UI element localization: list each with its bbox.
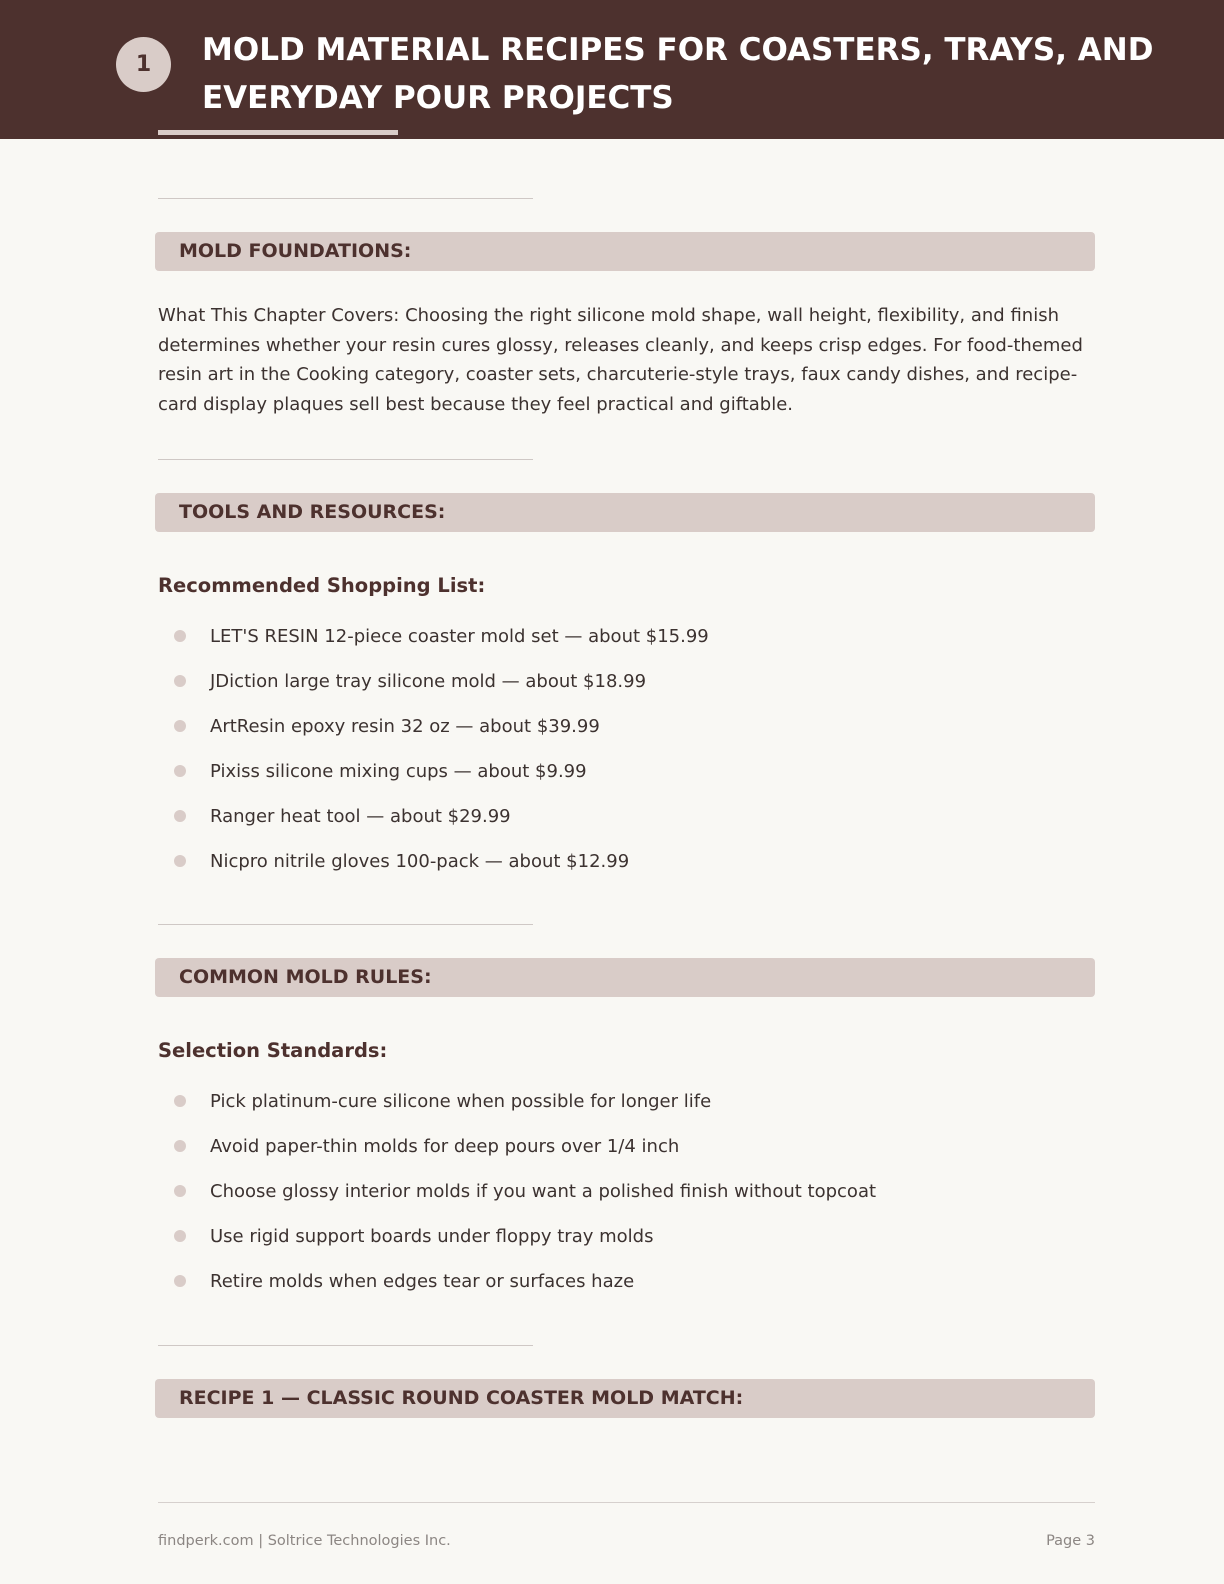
chapter-number-badge: 1: [116, 37, 171, 92]
bullet-icon: [174, 1185, 186, 1197]
list-item: [158, 749, 1094, 794]
list-item-text: Use rigid support boards under floppy tray molds: [210, 1226, 654, 1247]
list-item-text: Choose glossy interior molds if you want a polished finish without topcoat: [210, 1181, 877, 1202]
list-item: [158, 1124, 1094, 1169]
page-number: Page 3: [1046, 1533, 1095, 1549]
section-divider: [158, 1345, 533, 1346]
chapter-title: MOLD MATERIAL RECIPES FOR COASTERS, TRAYS, AND EVERYDAY POUR PROJECTS: [202, 32, 1154, 116]
section-header-common-mold-rules: [155, 958, 1095, 997]
bullet-icon: [174, 1140, 186, 1152]
section-header-tools-and-resources: [155, 493, 1095, 532]
bullet-icon: [174, 720, 186, 732]
section-header-mold-foundations: [155, 232, 1095, 271]
section-label: COMMON MOLD RULES:: [179, 966, 432, 988]
list-item: [158, 614, 1094, 659]
section-label: RECIPE 1 — CLASSIC ROUND COASTER MOLD MATCH:: [179, 1387, 744, 1409]
list-item-text: Nicpro nitrile gloves 100-pack — about $12.99: [210, 851, 630, 872]
bullet-icon: [174, 1230, 186, 1242]
bullet-icon: [174, 675, 186, 687]
shopping-list-heading: Recommended Shopping List:: [158, 574, 486, 597]
list-item: [158, 839, 1094, 884]
bullet-icon: [174, 1275, 186, 1287]
shopping-list: [158, 614, 1094, 884]
bullet-icon: [174, 855, 186, 867]
section-divider: [158, 459, 533, 460]
list-item-text: Avoid paper-thin molds for deep pours over 1/4 inch: [210, 1136, 680, 1157]
list-item-text: Pixiss silicone mixing cups — about $9.99: [210, 761, 587, 782]
section-divider: [158, 924, 533, 925]
list-item: [158, 704, 1094, 749]
list-item-text: JDiction large tray silicone mold — about $18.99: [210, 671, 647, 692]
chapter-header: [0, 0, 1224, 139]
bullet-icon: [174, 765, 186, 777]
list-item-text: Ranger heat tool — about $29.99: [210, 806, 511, 827]
bullet-icon: [174, 630, 186, 642]
section-header-recipe-1: [155, 1379, 1095, 1418]
list-item: [158, 1214, 1094, 1259]
bullet-icon: [174, 810, 186, 822]
title-underline: [158, 130, 398, 135]
section-divider: [158, 198, 533, 199]
list-item-text: LET'S RESIN 12-piece coaster mold set — about $15.99: [210, 626, 709, 647]
list-item: [158, 1169, 1094, 1214]
selection-standards-list: [158, 1079, 1094, 1304]
list-item: [158, 1079, 1094, 1124]
bullet-icon: [174, 1095, 186, 1107]
section-label: MOLD FOUNDATIONS:: [179, 240, 412, 262]
chapter-overview-paragraph: What This Chapter Covers: Choosing the right silicone mold shape, wall height, flexibility, and finish determines whether your resin cures glossy, releases cleanly, and keeps crisp edges. For food-themed resin art in the Cooking category, coaster sets, charcuterie-style trays, faux candy dishes, and recipe-card display plaques sell best because they feel practical and giftable.: [158, 305, 1083, 415]
selection-standards-heading: Selection Standards:: [158, 1039, 388, 1062]
footer-rule: [158, 1502, 1095, 1503]
list-item-text: ArtResin epoxy resin 32 oz — about $39.99: [210, 716, 600, 737]
section-label: TOOLS AND RESOURCES:: [179, 501, 446, 523]
list-item-text: Pick platinum-cure silicone when possible for longer life: [210, 1091, 712, 1112]
list-item: [158, 794, 1094, 839]
list-item: [158, 1259, 1094, 1304]
list-item: [158, 659, 1094, 704]
list-item-text: Retire molds when edges tear or surfaces haze: [210, 1271, 635, 1292]
footer-source: findperk.com | Soltrice Technologies Inc.: [158, 1533, 451, 1549]
